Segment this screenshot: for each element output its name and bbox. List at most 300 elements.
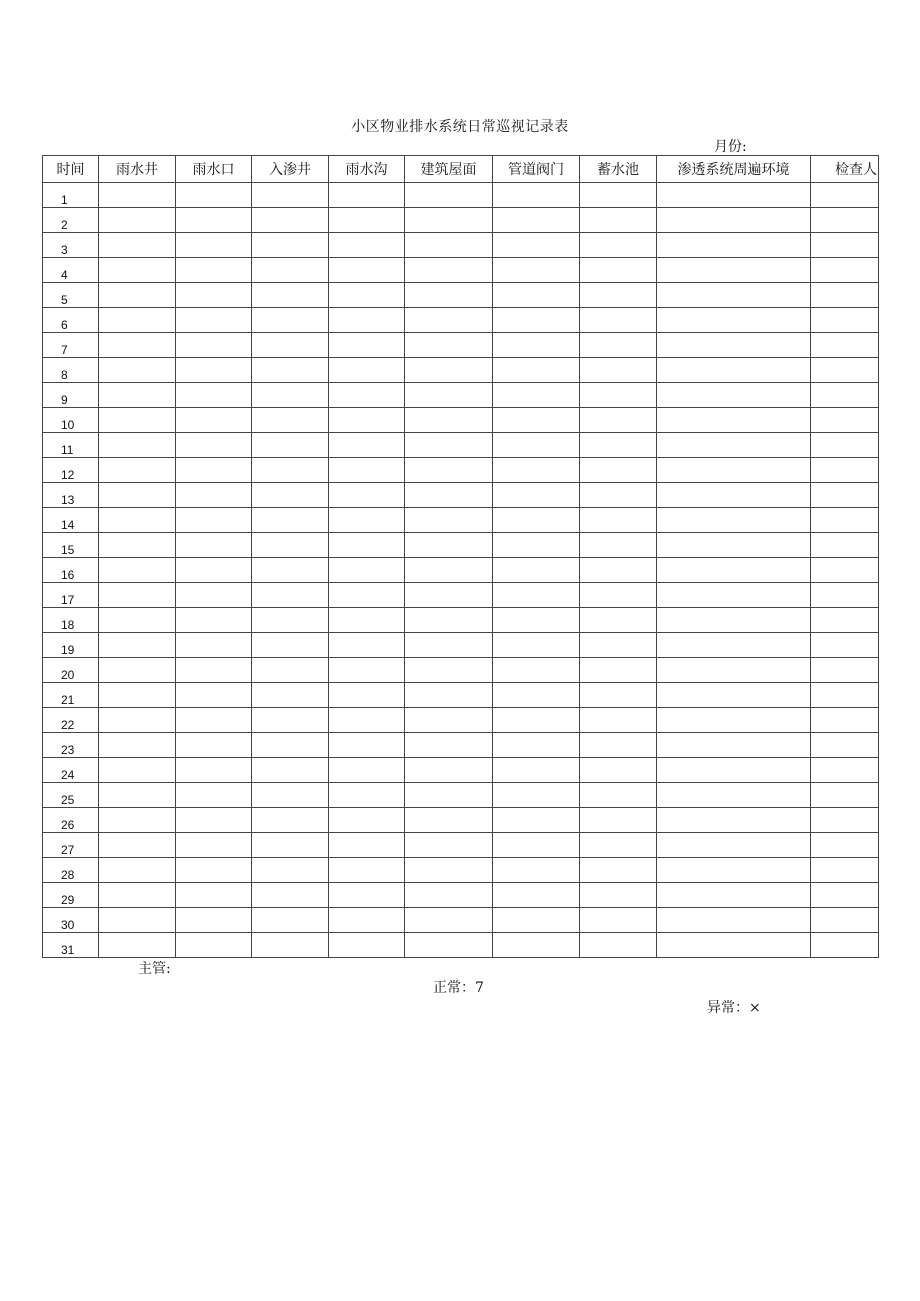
check-cell[interactable] bbox=[176, 808, 252, 833]
check-cell[interactable] bbox=[493, 208, 580, 233]
check-cell[interactable] bbox=[252, 608, 329, 633]
check-cell[interactable] bbox=[329, 533, 405, 558]
check-cell[interactable] bbox=[99, 908, 176, 933]
check-cell[interactable] bbox=[811, 858, 879, 883]
check-cell[interactable] bbox=[329, 308, 405, 333]
check-cell[interactable] bbox=[493, 658, 580, 683]
check-cell[interactable] bbox=[405, 458, 493, 483]
check-cell[interactable] bbox=[329, 333, 405, 358]
check-cell[interactable] bbox=[176, 883, 252, 908]
check-cell[interactable] bbox=[657, 208, 811, 233]
check-cell[interactable] bbox=[405, 483, 493, 508]
check-cell[interactable] bbox=[580, 208, 657, 233]
check-cell[interactable] bbox=[580, 183, 657, 208]
check-cell[interactable] bbox=[252, 308, 329, 333]
check-cell[interactable] bbox=[811, 783, 879, 808]
check-cell[interactable] bbox=[493, 858, 580, 883]
check-cell[interactable] bbox=[252, 733, 329, 758]
day-number: 15 bbox=[43, 533, 99, 558]
check-cell[interactable] bbox=[657, 608, 811, 633]
check-cell[interactable] bbox=[493, 608, 580, 633]
check-cell[interactable] bbox=[329, 683, 405, 708]
check-cell[interactable] bbox=[811, 233, 879, 258]
check-cell[interactable] bbox=[811, 408, 879, 433]
check-cell[interactable] bbox=[252, 833, 329, 858]
check-cell[interactable] bbox=[176, 208, 252, 233]
check-cell[interactable] bbox=[405, 283, 493, 308]
check-cell[interactable] bbox=[580, 783, 657, 808]
check-cell[interactable] bbox=[405, 608, 493, 633]
check-cell[interactable] bbox=[176, 233, 252, 258]
check-cell[interactable] bbox=[811, 733, 879, 758]
check-cell[interactable] bbox=[405, 333, 493, 358]
day-number: 2 bbox=[43, 208, 99, 233]
check-cell[interactable] bbox=[493, 308, 580, 333]
check-cell[interactable] bbox=[176, 283, 252, 308]
table-row bbox=[43, 558, 879, 583]
check-cell[interactable] bbox=[99, 558, 176, 583]
check-cell[interactable] bbox=[657, 433, 811, 458]
check-cell[interactable] bbox=[405, 383, 493, 408]
check-cell[interactable] bbox=[405, 833, 493, 858]
check-cell[interactable] bbox=[580, 308, 657, 333]
check-cell[interactable] bbox=[329, 833, 405, 858]
check-cell[interactable] bbox=[99, 183, 176, 208]
check-cell[interactable] bbox=[329, 383, 405, 408]
check-cell[interactable] bbox=[99, 333, 176, 358]
check-cell[interactable] bbox=[657, 333, 811, 358]
check-cell[interactable] bbox=[252, 433, 329, 458]
check-cell[interactable] bbox=[657, 633, 811, 658]
check-cell[interactable] bbox=[811, 458, 879, 483]
check-cell[interactable] bbox=[811, 883, 879, 908]
column-header-time: 时间 bbox=[43, 156, 99, 183]
check-cell[interactable] bbox=[580, 583, 657, 608]
check-cell[interactable] bbox=[657, 808, 811, 833]
check-cell[interactable] bbox=[176, 633, 252, 658]
check-cell[interactable] bbox=[252, 508, 329, 533]
check-cell[interactable] bbox=[657, 533, 811, 558]
check-cell[interactable] bbox=[811, 433, 879, 458]
check-cell[interactable] bbox=[493, 508, 580, 533]
check-cell[interactable] bbox=[252, 183, 329, 208]
check-cell[interactable] bbox=[657, 933, 811, 958]
check-cell[interactable] bbox=[252, 258, 329, 283]
check-cell[interactable] bbox=[493, 583, 580, 608]
check-cell[interactable] bbox=[811, 533, 879, 558]
check-cell[interactable] bbox=[329, 608, 405, 633]
check-cell[interactable] bbox=[580, 858, 657, 883]
check-cell[interactable] bbox=[99, 483, 176, 508]
check-cell[interactable] bbox=[657, 408, 811, 433]
check-cell[interactable] bbox=[252, 783, 329, 808]
check-cell[interactable] bbox=[99, 633, 176, 658]
column-header-rain-well: 雨水井 bbox=[99, 156, 176, 183]
check-cell[interactable] bbox=[329, 808, 405, 833]
check-cell[interactable] bbox=[811, 833, 879, 858]
check-cell[interactable] bbox=[405, 208, 493, 233]
check-cell[interactable] bbox=[329, 933, 405, 958]
check-cell[interactable] bbox=[405, 808, 493, 833]
check-cell[interactable] bbox=[99, 808, 176, 833]
check-cell[interactable] bbox=[176, 508, 252, 533]
check-cell[interactable] bbox=[405, 658, 493, 683]
check-cell[interactable] bbox=[580, 433, 657, 458]
check-cell[interactable] bbox=[176, 533, 252, 558]
log-body bbox=[43, 183, 879, 958]
check-cell[interactable] bbox=[405, 883, 493, 908]
check-cell[interactable] bbox=[252, 758, 329, 783]
check-cell[interactable] bbox=[329, 583, 405, 608]
check-cell[interactable] bbox=[176, 933, 252, 958]
check-cell[interactable] bbox=[176, 408, 252, 433]
check-cell[interactable] bbox=[252, 883, 329, 908]
check-cell[interactable] bbox=[580, 483, 657, 508]
column-header-rain-ditch: 雨水沟 bbox=[329, 156, 405, 183]
day-number: 6 bbox=[43, 308, 99, 333]
check-cell[interactable] bbox=[252, 683, 329, 708]
check-cell[interactable] bbox=[329, 708, 405, 733]
check-cell[interactable] bbox=[252, 708, 329, 733]
check-cell[interactable] bbox=[580, 708, 657, 733]
check-cell[interactable] bbox=[252, 583, 329, 608]
check-cell[interactable] bbox=[252, 658, 329, 683]
check-cell[interactable] bbox=[811, 808, 879, 833]
check-cell[interactable] bbox=[657, 683, 811, 708]
check-cell[interactable] bbox=[580, 333, 657, 358]
check-cell[interactable] bbox=[657, 383, 811, 408]
check-cell[interactable] bbox=[657, 658, 811, 683]
check-cell[interactable] bbox=[811, 633, 879, 658]
check-cell[interactable] bbox=[252, 233, 329, 258]
check-cell[interactable] bbox=[580, 883, 657, 908]
check-cell[interactable] bbox=[405, 258, 493, 283]
check-cell[interactable] bbox=[493, 333, 580, 358]
check-cell[interactable] bbox=[493, 258, 580, 283]
check-cell[interactable] bbox=[176, 758, 252, 783]
check-cell[interactable] bbox=[493, 808, 580, 833]
check-cell[interactable] bbox=[176, 458, 252, 483]
check-cell[interactable] bbox=[811, 283, 879, 308]
check-cell[interactable] bbox=[176, 183, 252, 208]
check-cell[interactable] bbox=[493, 783, 580, 808]
check-cell[interactable] bbox=[493, 708, 580, 733]
check-cell[interactable] bbox=[329, 908, 405, 933]
check-cell[interactable] bbox=[580, 508, 657, 533]
check-cell[interactable] bbox=[493, 458, 580, 483]
check-cell[interactable] bbox=[493, 233, 580, 258]
check-cell[interactable] bbox=[811, 908, 879, 933]
check-cell[interactable] bbox=[657, 783, 811, 808]
check-cell[interactable] bbox=[493, 633, 580, 658]
check-cell[interactable] bbox=[811, 758, 879, 783]
check-cell[interactable] bbox=[99, 758, 176, 783]
check-cell[interactable] bbox=[657, 283, 811, 308]
check-cell[interactable] bbox=[580, 408, 657, 433]
check-cell[interactable] bbox=[811, 383, 879, 408]
check-cell[interactable] bbox=[405, 508, 493, 533]
check-cell[interactable] bbox=[405, 858, 493, 883]
check-cell[interactable] bbox=[99, 308, 176, 333]
check-cell[interactable] bbox=[252, 908, 329, 933]
check-cell[interactable] bbox=[580, 533, 657, 558]
table-row bbox=[43, 408, 879, 433]
check-cell[interactable] bbox=[99, 608, 176, 633]
column-header-infiltration-environment: 渗透系统周遍环境 bbox=[657, 156, 811, 183]
check-cell[interactable] bbox=[580, 683, 657, 708]
check-cell[interactable] bbox=[176, 308, 252, 333]
check-cell[interactable] bbox=[329, 433, 405, 458]
check-cell[interactable] bbox=[580, 608, 657, 633]
check-cell[interactable] bbox=[176, 583, 252, 608]
check-cell[interactable] bbox=[99, 508, 176, 533]
check-cell[interactable] bbox=[811, 308, 879, 333]
check-cell[interactable] bbox=[493, 758, 580, 783]
check-cell[interactable] bbox=[99, 933, 176, 958]
check-cell[interactable] bbox=[580, 258, 657, 283]
check-cell[interactable] bbox=[811, 183, 879, 208]
check-cell[interactable] bbox=[329, 483, 405, 508]
check-cell[interactable] bbox=[176, 733, 252, 758]
check-cell[interactable] bbox=[657, 358, 811, 383]
check-cell[interactable] bbox=[657, 458, 811, 483]
check-cell[interactable] bbox=[329, 408, 405, 433]
check-cell[interactable] bbox=[99, 708, 176, 733]
check-cell[interactable] bbox=[493, 558, 580, 583]
check-cell[interactable] bbox=[657, 258, 811, 283]
check-cell[interactable] bbox=[252, 408, 329, 433]
day-number: 17 bbox=[43, 583, 99, 608]
check-cell[interactable] bbox=[657, 308, 811, 333]
check-cell[interactable] bbox=[657, 758, 811, 783]
check-cell[interactable] bbox=[405, 733, 493, 758]
check-cell[interactable] bbox=[405, 683, 493, 708]
check-cell[interactable] bbox=[811, 708, 879, 733]
check-cell[interactable] bbox=[811, 258, 879, 283]
check-cell[interactable] bbox=[176, 908, 252, 933]
check-cell[interactable] bbox=[252, 858, 329, 883]
check-cell[interactable] bbox=[329, 733, 405, 758]
check-cell[interactable] bbox=[811, 583, 879, 608]
check-cell[interactable] bbox=[329, 283, 405, 308]
check-cell[interactable] bbox=[176, 708, 252, 733]
check-cell[interactable] bbox=[580, 633, 657, 658]
check-cell[interactable] bbox=[493, 283, 580, 308]
check-cell[interactable] bbox=[580, 383, 657, 408]
check-cell[interactable] bbox=[99, 258, 176, 283]
check-cell[interactable] bbox=[252, 283, 329, 308]
check-cell[interactable] bbox=[657, 708, 811, 733]
check-cell[interactable] bbox=[99, 458, 176, 483]
check-cell[interactable] bbox=[176, 858, 252, 883]
check-cell[interactable] bbox=[176, 483, 252, 508]
check-cell[interactable] bbox=[329, 633, 405, 658]
check-cell[interactable] bbox=[99, 433, 176, 458]
check-cell[interactable] bbox=[493, 533, 580, 558]
check-cell[interactable] bbox=[99, 783, 176, 808]
check-cell[interactable] bbox=[99, 358, 176, 383]
check-cell[interactable] bbox=[811, 933, 879, 958]
check-cell[interactable] bbox=[493, 883, 580, 908]
check-cell[interactable] bbox=[493, 933, 580, 958]
day-number: 31 bbox=[43, 933, 99, 958]
check-cell[interactable] bbox=[252, 633, 329, 658]
check-cell[interactable] bbox=[99, 383, 176, 408]
check-cell[interactable] bbox=[329, 558, 405, 583]
check-cell[interactable] bbox=[657, 183, 811, 208]
check-cell[interactable] bbox=[252, 533, 329, 558]
check-cell[interactable] bbox=[176, 558, 252, 583]
check-cell[interactable] bbox=[252, 208, 329, 233]
check-cell[interactable] bbox=[811, 558, 879, 583]
check-cell[interactable] bbox=[176, 258, 252, 283]
check-cell[interactable] bbox=[811, 608, 879, 633]
check-cell[interactable] bbox=[405, 358, 493, 383]
day-number: 25 bbox=[43, 783, 99, 808]
check-cell[interactable] bbox=[99, 583, 176, 608]
check-cell[interactable] bbox=[493, 733, 580, 758]
check-cell[interactable] bbox=[176, 383, 252, 408]
check-cell[interactable] bbox=[176, 333, 252, 358]
table-row bbox=[43, 383, 879, 408]
check-cell[interactable] bbox=[811, 333, 879, 358]
check-cell[interactable] bbox=[99, 883, 176, 908]
check-cell[interactable] bbox=[405, 583, 493, 608]
check-cell[interactable] bbox=[657, 858, 811, 883]
check-cell[interactable] bbox=[405, 558, 493, 583]
check-cell[interactable] bbox=[811, 683, 879, 708]
check-cell[interactable] bbox=[493, 683, 580, 708]
check-cell[interactable] bbox=[252, 358, 329, 383]
check-cell[interactable] bbox=[580, 908, 657, 933]
check-cell[interactable] bbox=[580, 233, 657, 258]
check-cell[interactable] bbox=[176, 783, 252, 808]
check-cell[interactable] bbox=[176, 358, 252, 383]
check-cell[interactable] bbox=[811, 658, 879, 683]
check-cell[interactable] bbox=[405, 533, 493, 558]
check-cell[interactable] bbox=[99, 833, 176, 858]
check-cell[interactable] bbox=[405, 433, 493, 458]
check-cell[interactable] bbox=[329, 208, 405, 233]
check-cell[interactable] bbox=[252, 808, 329, 833]
day-number: 20 bbox=[43, 658, 99, 683]
check-cell[interactable] bbox=[657, 483, 811, 508]
check-cell[interactable] bbox=[329, 658, 405, 683]
check-cell[interactable] bbox=[493, 383, 580, 408]
check-cell[interactable] bbox=[580, 558, 657, 583]
check-cell[interactable] bbox=[329, 758, 405, 783]
check-cell[interactable] bbox=[657, 733, 811, 758]
check-cell[interactable] bbox=[405, 308, 493, 333]
check-cell[interactable] bbox=[329, 458, 405, 483]
check-cell[interactable] bbox=[493, 433, 580, 458]
check-cell[interactable] bbox=[580, 658, 657, 683]
column-header-storage-pool: 蓄水池 bbox=[580, 156, 657, 183]
check-cell[interactable] bbox=[580, 458, 657, 483]
check-cell[interactable] bbox=[657, 233, 811, 258]
table-row bbox=[43, 733, 879, 758]
check-cell[interactable] bbox=[493, 183, 580, 208]
check-cell[interactable] bbox=[329, 233, 405, 258]
check-cell[interactable] bbox=[811, 208, 879, 233]
table-row bbox=[43, 533, 879, 558]
check-cell[interactable] bbox=[252, 383, 329, 408]
header-row bbox=[43, 156, 879, 183]
check-cell[interactable] bbox=[329, 358, 405, 383]
check-cell[interactable] bbox=[329, 183, 405, 208]
check-cell[interactable] bbox=[580, 758, 657, 783]
check-cell[interactable] bbox=[811, 358, 879, 383]
check-cell[interactable] bbox=[99, 408, 176, 433]
check-cell[interactable] bbox=[176, 658, 252, 683]
check-cell[interactable] bbox=[252, 933, 329, 958]
check-cell[interactable] bbox=[493, 358, 580, 383]
check-cell[interactable] bbox=[252, 558, 329, 583]
check-cell[interactable] bbox=[99, 283, 176, 308]
check-cell[interactable] bbox=[329, 258, 405, 283]
check-cell[interactable] bbox=[329, 858, 405, 883]
check-cell[interactable] bbox=[99, 208, 176, 233]
check-cell[interactable] bbox=[176, 433, 252, 458]
check-cell[interactable] bbox=[580, 733, 657, 758]
check-cell[interactable] bbox=[329, 508, 405, 533]
check-cell[interactable] bbox=[176, 833, 252, 858]
table-row bbox=[43, 258, 879, 283]
check-cell[interactable] bbox=[580, 833, 657, 858]
check-cell[interactable] bbox=[405, 233, 493, 258]
check-cell[interactable] bbox=[405, 183, 493, 208]
check-cell[interactable] bbox=[99, 858, 176, 883]
check-cell[interactable] bbox=[580, 808, 657, 833]
check-cell[interactable] bbox=[176, 683, 252, 708]
check-cell[interactable] bbox=[405, 933, 493, 958]
check-cell[interactable] bbox=[405, 408, 493, 433]
check-cell[interactable] bbox=[493, 483, 580, 508]
check-cell[interactable] bbox=[329, 883, 405, 908]
check-cell[interactable] bbox=[329, 783, 405, 808]
check-cell[interactable] bbox=[405, 783, 493, 808]
check-cell[interactable] bbox=[176, 608, 252, 633]
check-cell[interactable] bbox=[252, 458, 329, 483]
day-number: 5 bbox=[43, 283, 99, 308]
check-cell[interactable] bbox=[405, 633, 493, 658]
check-cell[interactable] bbox=[580, 283, 657, 308]
check-cell[interactable] bbox=[657, 833, 811, 858]
check-cell[interactable] bbox=[99, 733, 176, 758]
check-cell[interactable] bbox=[405, 758, 493, 783]
check-cell[interactable] bbox=[99, 533, 176, 558]
check-cell[interactable] bbox=[811, 483, 879, 508]
check-cell[interactable] bbox=[405, 708, 493, 733]
check-cell[interactable] bbox=[580, 933, 657, 958]
check-cell[interactable] bbox=[493, 833, 580, 858]
check-cell[interactable] bbox=[252, 483, 329, 508]
check-cell[interactable] bbox=[657, 558, 811, 583]
check-cell[interactable] bbox=[99, 658, 176, 683]
check-cell[interactable] bbox=[252, 333, 329, 358]
check-cell[interactable] bbox=[811, 508, 879, 533]
check-cell[interactable] bbox=[405, 908, 493, 933]
check-cell[interactable] bbox=[493, 908, 580, 933]
check-cell[interactable] bbox=[657, 908, 811, 933]
check-cell[interactable] bbox=[657, 883, 811, 908]
check-cell[interactable] bbox=[657, 508, 811, 533]
check-cell[interactable] bbox=[99, 233, 176, 258]
check-cell[interactable] bbox=[99, 683, 176, 708]
check-cell[interactable] bbox=[493, 408, 580, 433]
check-cell[interactable] bbox=[657, 583, 811, 608]
check-cell[interactable] bbox=[580, 358, 657, 383]
